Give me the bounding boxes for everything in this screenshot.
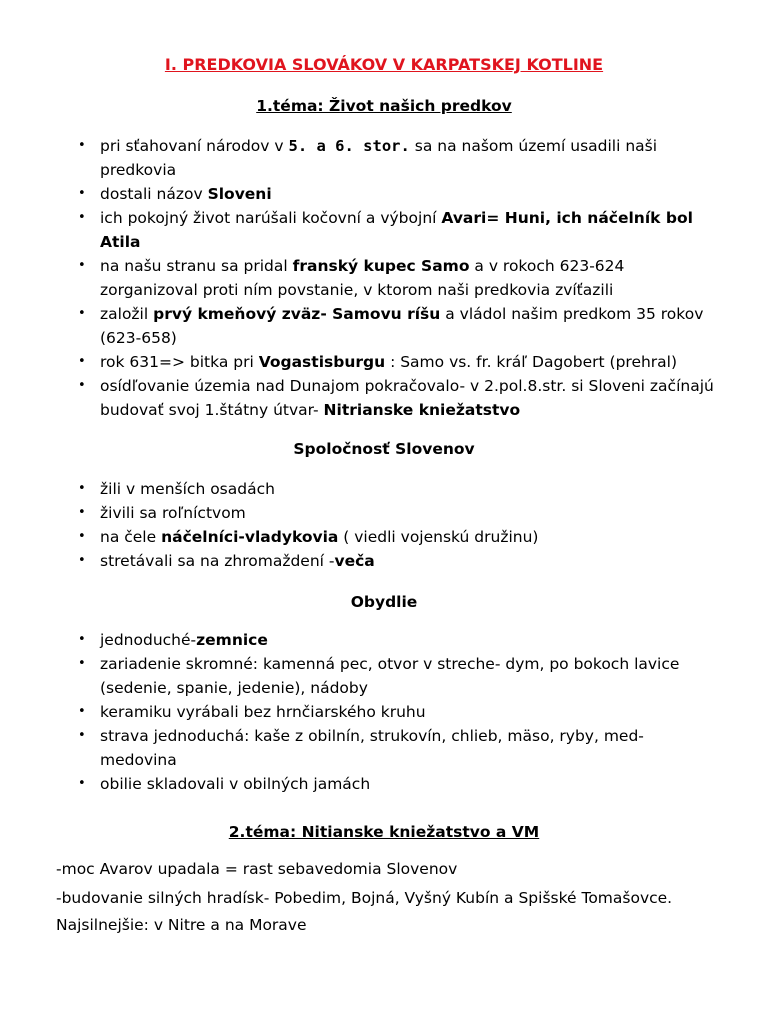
- list-item: [78, 254, 718, 302]
- item-text: ich pokojný život narúšali kočovní a výbojní: [100, 209, 442, 227]
- item-text: dostali názov: [100, 185, 208, 203]
- topic2-line: -budovanie silných hradísk- Pobedim, Bojná, Vyšný Kubín a Spišské Tomašovce.: [56, 889, 673, 907]
- list-item: [78, 652, 718, 700]
- item-text: na čele: [100, 528, 162, 546]
- item-text: strava jednoduchá: kaše z obilnín, strukovín, chlieb, mäso, ryby, med- medovina: [100, 727, 644, 769]
- society-heading: Spoločnosť Slovenov: [293, 440, 475, 458]
- item-text: obilie skladovali v obilných jamách: [100, 775, 371, 793]
- list-item: [78, 302, 718, 350]
- list-item: [78, 549, 718, 573]
- list-item: [78, 206, 718, 254]
- item-emphasis: Nitrianske kniežatstvo: [323, 401, 521, 419]
- item-emphasis: zemnice: [196, 631, 268, 649]
- item-emphasis: prvý kmeňový zväz- Samovu ríšu: [153, 305, 441, 323]
- item-text: založil: [100, 305, 154, 323]
- item-emphasis: veča: [334, 552, 375, 570]
- item-text: osídľovanie územia nad Dunajom pokračovalo- v 2.pol.8.str. si Sloveni začínajú budovať svoj 1.štátny útvar-: [100, 377, 714, 419]
- list-item: [78, 477, 718, 501]
- item-text: zariadenie skromné: kamenná pec, otvor v streche- dym, po bokoch lavice (sedenie, spanie, jedenie), nádoby: [100, 655, 680, 697]
- item-text: : Samo vs. fr. kráľ Dagobert (prehral): [385, 353, 678, 371]
- item-text: keramiku vyrábali bez hrnčiarského kruhu: [100, 703, 426, 721]
- list-item: [78, 724, 718, 772]
- item-text: ( viedli vojenskú družinu): [338, 528, 539, 546]
- item-emphasis: náčelníci-vladykovia: [161, 528, 339, 546]
- item-text: rok 631=> bitka pri: [100, 353, 259, 371]
- list-item: [78, 182, 718, 206]
- item-text: jednoduché-: [100, 631, 197, 649]
- item-text: stretávali sa na zhromaždení -: [100, 552, 335, 570]
- item-emphasis: 5. a 6. stor.: [288, 137, 410, 155]
- housing-list: [78, 628, 718, 796]
- topic2-heading: 2.téma: Nitianske kniežatstvo a VM: [228, 823, 540, 841]
- society-list: [78, 477, 718, 573]
- item-emphasis: Sloveni: [207, 185, 272, 203]
- item-text: a vládol našim predkom 35 rokov (623-658): [100, 305, 704, 347]
- housing-heading: Obydlie: [350, 593, 418, 611]
- item-emphasis: Vogastisburgu: [258, 353, 386, 371]
- item-text: živili sa roľníctvom: [100, 504, 246, 522]
- document-title: I. PREDKOVIA SLOVÁKOV V KARPATSKEJ KOTLINE: [164, 55, 604, 74]
- list-item: [78, 525, 718, 549]
- list-item: [78, 628, 718, 652]
- list-item: [78, 700, 718, 724]
- topic2-line: -moc Avarov upadala = rast sebavedomia Slovenov: [56, 860, 458, 878]
- list-item: [78, 772, 718, 796]
- list-item: [78, 501, 718, 525]
- item-text: pri sťahovaní národov v: [100, 137, 289, 155]
- item-emphasis: Avari= Huni, ich náčelník bol Atila: [100, 209, 693, 251]
- topic1-heading: 1.téma: Život našich predkov: [256, 97, 512, 115]
- list-item: [78, 350, 718, 374]
- list-item: [78, 134, 718, 182]
- topic2-line: Najsilnejšie: v Nitre a na Morave: [56, 916, 307, 934]
- list-item: [78, 374, 718, 422]
- item-text: na našu stranu sa pridal: [100, 257, 293, 275]
- item-text: žili v menších osadách: [100, 480, 275, 498]
- item-text: sa na našom území usadili naši predkovia: [100, 137, 658, 179]
- item-emphasis: franský kupec Samo: [292, 257, 470, 275]
- topic1-list: [78, 134, 718, 422]
- item-text: a v rokoch 623-624 zorganizoval proti ním povstanie, v ktorom naši predkovia zvíťazili: [100, 257, 625, 299]
